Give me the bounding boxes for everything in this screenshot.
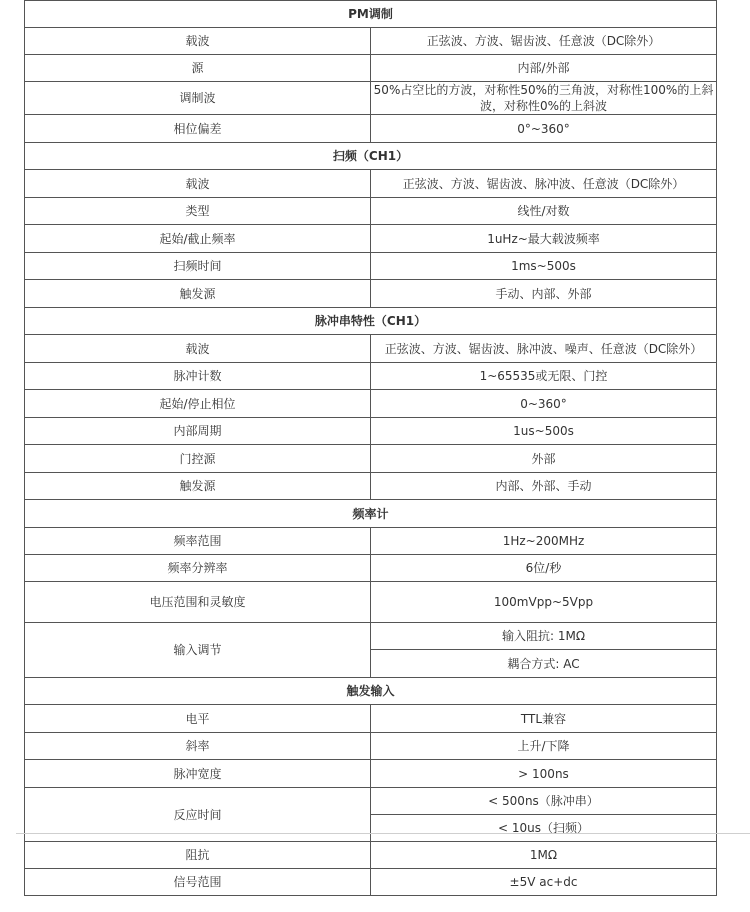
row-value: 正弦波、方波、锯齿波、任意波（DC除外） <box>371 28 717 55</box>
row-label: 斜率 <box>25 733 371 760</box>
table-row <box>25 170 717 198</box>
table-row <box>25 363 717 390</box>
table-row <box>25 623 717 650</box>
row-value: > 100ns <box>371 760 717 788</box>
table-row <box>25 445 717 473</box>
section-header-row <box>25 678 717 705</box>
table-row <box>25 842 717 869</box>
row-value: 1Hz~200MHz <box>371 528 717 555</box>
row-value: 1us~500s <box>371 418 717 445</box>
row-value: 正弦波、方波、锯齿波、脉冲波、噪声、任意波（DC除外） <box>371 335 717 363</box>
table-row <box>25 28 717 55</box>
row-value: 线性/对数 <box>371 198 717 225</box>
table-row <box>25 115 717 143</box>
row-label: 内部周期 <box>25 418 371 445</box>
row-value: < 10us（扫频） <box>371 815 717 842</box>
row-label: 起始/截止频率 <box>25 225 371 253</box>
row-label: 载波 <box>25 170 371 198</box>
row-value: 正弦波、方波、锯齿波、脉冲波、任意波（DC除外） <box>371 170 717 198</box>
row-label: 输入调节 <box>25 623 371 678</box>
table-row <box>25 705 717 733</box>
table-row <box>25 280 717 308</box>
row-value: 1~65535或无限、门控 <box>371 363 717 390</box>
spec-table-body <box>25 1 717 896</box>
table-row <box>25 225 717 253</box>
row-value: 50%占空比的方波，对称性50%的三角波，对称性100%的上斜波，对称性0%的上斜波 <box>371 82 717 115</box>
row-value: 内部/外部 <box>371 55 717 82</box>
row-value: 0~360° <box>371 390 717 418</box>
row-label: 载波 <box>25 335 371 363</box>
row-value: 上升/下降 <box>371 733 717 760</box>
row-label: 电压范围和灵敏度 <box>25 582 371 623</box>
row-value: < 500ns（脉冲串） <box>371 788 717 815</box>
table-row <box>25 82 717 115</box>
row-label: 阻抗 <box>25 842 371 869</box>
row-value: 6位/秒 <box>371 555 717 582</box>
row-label: 频率分辨率 <box>25 555 371 582</box>
row-value: 100mVpp~5Vpp <box>371 582 717 623</box>
section-title: 脉冲串特性（CH1） <box>25 308 717 335</box>
section-title: 触发输入 <box>25 678 717 705</box>
row-label: 反应时间 <box>25 788 371 842</box>
row-label: 触发源 <box>25 473 371 500</box>
row-value: 1uHz~最大载波频率 <box>371 225 717 253</box>
section-title: PM调制 <box>25 1 717 28</box>
row-label: 频率范围 <box>25 528 371 555</box>
row-value: 耦合方式: AC <box>371 650 717 678</box>
table-row <box>25 390 717 418</box>
row-value: 1MΩ <box>371 842 717 869</box>
table-row <box>25 555 717 582</box>
row-label: 起始/停止相位 <box>25 390 371 418</box>
row-label: 脉冲宽度 <box>25 760 371 788</box>
table-row <box>25 473 717 500</box>
table-row <box>25 733 717 760</box>
row-value: 0°~360° <box>371 115 717 143</box>
table-row <box>25 582 717 623</box>
row-label: 脉冲计数 <box>25 363 371 390</box>
row-label: 载波 <box>25 28 371 55</box>
section-title: 扫频（CH1） <box>25 143 717 170</box>
row-label: 门控源 <box>25 445 371 473</box>
row-value: 1ms~500s <box>371 253 717 280</box>
section-header-row <box>25 500 717 528</box>
table-row <box>25 335 717 363</box>
row-label: 信号范围 <box>25 869 371 896</box>
section-header-row <box>25 1 717 28</box>
row-value: TTL兼容 <box>371 705 717 733</box>
table-row <box>25 253 717 280</box>
row-label: 类型 <box>25 198 371 225</box>
row-value: 内部、外部、手动 <box>371 473 717 500</box>
row-label: 电平 <box>25 705 371 733</box>
table-row <box>25 869 717 896</box>
row-label: 源 <box>25 55 371 82</box>
section-header-row <box>25 308 717 335</box>
table-row <box>25 788 717 815</box>
row-value: 输入阻抗: 1MΩ <box>371 623 717 650</box>
table-row <box>25 528 717 555</box>
row-value: 外部 <box>371 445 717 473</box>
table-row <box>25 760 717 788</box>
overlay-divider-line <box>16 833 750 834</box>
section-title: 频率计 <box>25 500 717 528</box>
row-label: 触发源 <box>25 280 371 308</box>
row-label: 调制波 <box>25 82 371 115</box>
table-row <box>25 55 717 82</box>
row-value: 手动、内部、外部 <box>371 280 717 308</box>
table-row <box>25 418 717 445</box>
row-label: 相位偏差 <box>25 115 371 143</box>
table-row <box>25 198 717 225</box>
row-label: 扫频时间 <box>25 253 371 280</box>
section-header-row <box>25 143 717 170</box>
row-value: ±5V ac+dc <box>371 869 717 896</box>
spec-table <box>24 0 717 896</box>
